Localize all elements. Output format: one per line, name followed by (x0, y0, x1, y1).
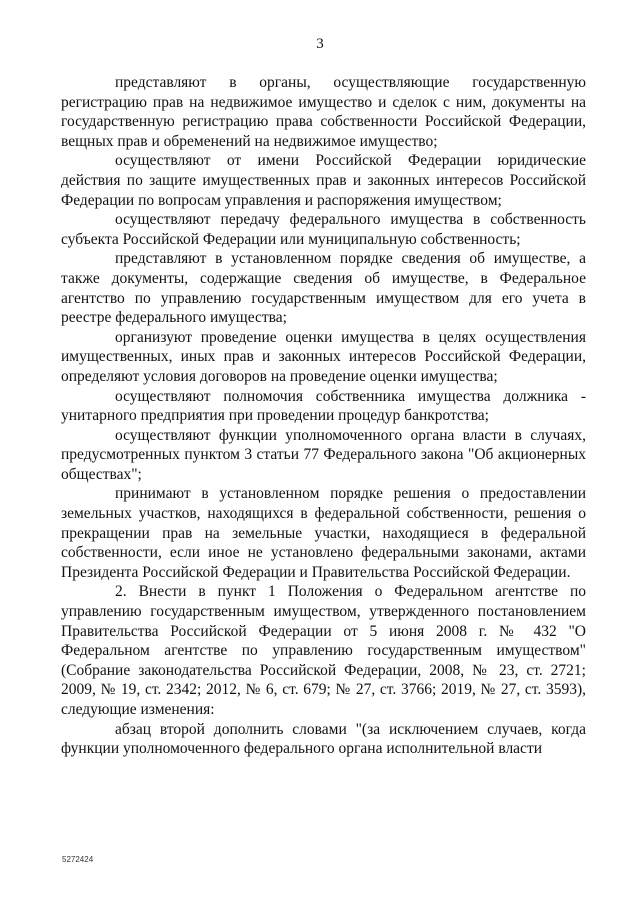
paragraph: осуществляют полномочия собственника имущества должника - унитарного предприятия при проведении процедур банкротства; (61, 387, 586, 425)
paragraph: представляют в органы, осуществляющие государственную регистрацию прав на недвижимое имущество и сделок с ним, документы на государственную регистрацию права собственности Российской Федерации, вещных прав и обременений на недвижимое имущество; (61, 74, 586, 150)
page-number: 3 (316, 36, 324, 52)
paragraph: принимают в установленном порядке решения о предоставлении земельных участков, находящихся в федеральной собственности, решения о прекращении прав на земельные участки, находящиеся в федеральной собственности, если иное не установлено федеральными законами, актами Президента Российской Федерации и Правительства Российской Федерации. (61, 485, 586, 581)
paragraph: осуществляют от имени Российской Федерации юридические действия по защите имущественных прав и законных интересов Российской Федерации по вопросам управления и распоряжения имуществом; (61, 152, 586, 209)
paragraph: 2. Внести в пункт 1 Положения о Федеральном агентстве по управлению государственным имуществом, утвержденного постановлением Правительства Российской Федерации от 5 июня 2008 г. № 432 "О Федеральном агентстве по управлению государственным имуществом" (Собрание законодательства Российской Федерации, 2008, № 23, ст. 2721; 2009, № 19, ст. 2342; 2012, № 6, ст. 679; № 27, ст. 3766; 2019, № 27, ст. 3593), следующие изменения: (61, 583, 586, 718)
paragraph: организуют проведение оценки имущества в целях осуществления имущественных, иных прав и законных интересов Российской Федерации, определяют условия договоров на проведение оценки имущества; (61, 328, 586, 385)
paragraph: представляют в установленном порядке сведения об имуществе, а также документы, содержащие сведения об имуществе, в Федеральное агентство по управлению государственным имуществом для его учета в реестре федерального имущества; (61, 250, 586, 327)
document-body (61, 73, 586, 759)
paragraph: осуществляют функции уполномоченного органа власти в случаях, предусмотренных пунктом 3 статьи 77 Федерального закона "Об акционерных обществах"; (61, 426, 586, 483)
paragraph: абзац второй дополнить словами "(за исключением случаев, когда функции уполномоченного федерального органа исполнительной власти (61, 720, 586, 758)
document-code: 5272424 (62, 855, 94, 864)
paragraph: осуществляют передачу федерального имущества в собственность субъекта Российской Федерации или муниципальную собственность; (61, 211, 586, 248)
